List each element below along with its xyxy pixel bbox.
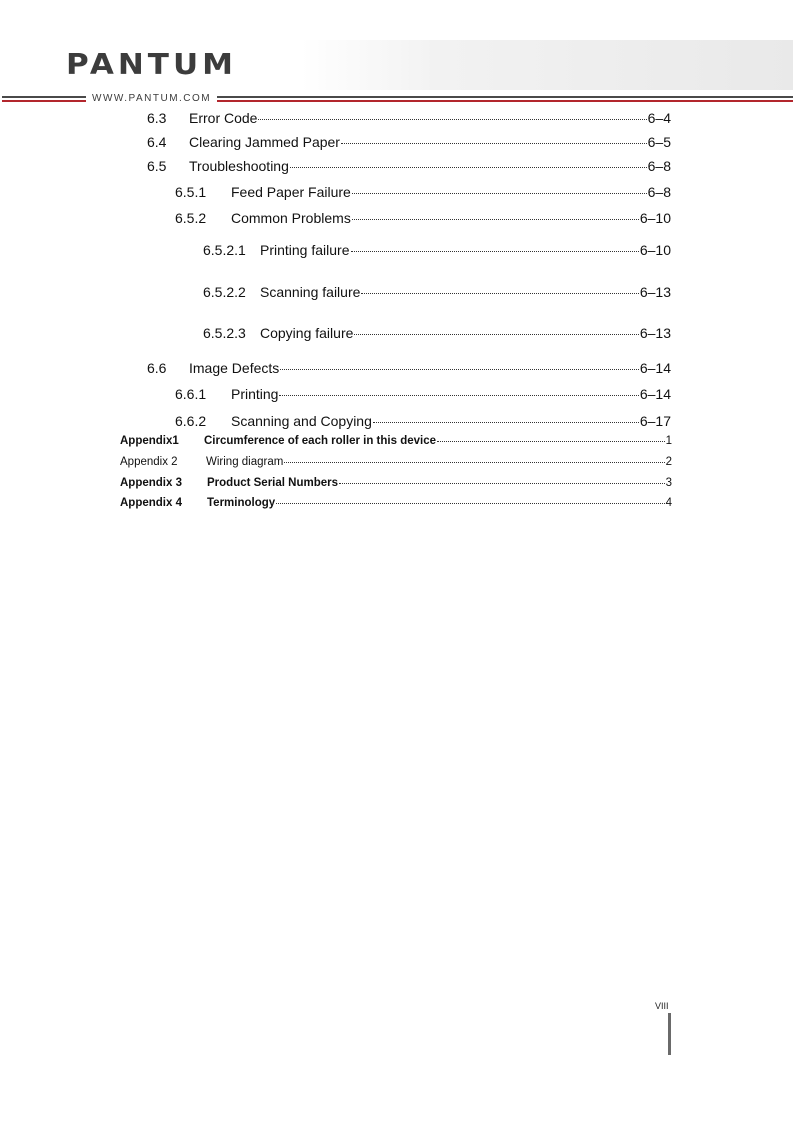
toc-entry-title: Troubleshooting bbox=[189, 158, 289, 174]
toc-entry-page: 6–13 bbox=[639, 284, 671, 300]
dot-leader bbox=[352, 205, 639, 220]
appendix-page: 4 bbox=[665, 497, 672, 509]
appendix-number: Appendix 4 bbox=[120, 497, 182, 509]
toc-entry-title: Feed Paper Failure bbox=[231, 184, 351, 200]
appendix-title: Product Serial Numbers bbox=[207, 477, 339, 489]
appendix-page: 2 bbox=[665, 456, 672, 468]
toc-entry[interactable] bbox=[175, 182, 671, 200]
toc-entry-number: 6.4 bbox=[147, 134, 167, 150]
toc-entry-number: 6.3 bbox=[147, 110, 167, 126]
dot-leader bbox=[280, 355, 639, 370]
appendix-entry[interactable] bbox=[120, 432, 672, 447]
toc-entry-number: 6.6 bbox=[147, 360, 167, 376]
toc-entry-title: Scanning failure bbox=[260, 284, 361, 300]
appendix-page: 1 bbox=[665, 435, 672, 447]
toc-entry-title: Printing bbox=[231, 386, 279, 402]
toc-entry[interactable] bbox=[147, 108, 671, 126]
toc-entry-page: 6–10 bbox=[639, 242, 671, 258]
toc-entry[interactable] bbox=[147, 156, 671, 174]
dot-leader bbox=[258, 105, 646, 120]
toc-entry-number: 6.5.2.1 bbox=[203, 242, 246, 258]
appendix-page: 3 bbox=[665, 477, 672, 489]
toc-entry-title: Printing failure bbox=[260, 242, 350, 258]
toc-entry-title: Scanning and Copying bbox=[231, 413, 372, 429]
toc-entry-page: 6–17 bbox=[639, 413, 671, 429]
appendix-number: Appendix1 bbox=[120, 435, 179, 447]
dot-leader bbox=[290, 153, 647, 168]
toc-entry-number: 6.5 bbox=[147, 158, 167, 174]
toc-entry[interactable] bbox=[175, 384, 671, 402]
toc-entry-number: 6.6.1 bbox=[175, 386, 207, 402]
dot-leader bbox=[352, 179, 647, 194]
toc-entry[interactable] bbox=[175, 411, 671, 429]
dot-leader bbox=[354, 320, 638, 335]
toc-entry-page: 6–8 bbox=[647, 158, 671, 174]
dot-leader bbox=[361, 279, 638, 294]
dot-leader bbox=[351, 237, 639, 252]
appendix-entry[interactable] bbox=[120, 494, 672, 509]
toc-entry[interactable] bbox=[175, 208, 671, 226]
appendix-number: Appendix 3 bbox=[120, 477, 182, 489]
appendix-number: Appendix 2 bbox=[120, 456, 178, 468]
page-number-bar bbox=[668, 1013, 671, 1055]
toc-entry-number: 6.5.1 bbox=[175, 184, 207, 200]
toc-entry-number: 6.5.2.3 bbox=[203, 325, 246, 341]
toc-entry-page: 6–8 bbox=[647, 184, 671, 200]
toc-entry-title: Clearing Jammed Paper bbox=[189, 134, 340, 150]
toc-entry-title: Error Code bbox=[189, 110, 258, 126]
toc-entry-number: 6.6.2 bbox=[175, 413, 207, 429]
toc-entry-number: 6.5.2.2 bbox=[203, 284, 246, 300]
toc-entry-title: Common Problems bbox=[231, 210, 351, 226]
dot-leader bbox=[341, 129, 647, 144]
toc-entry[interactable] bbox=[203, 323, 671, 341]
toc-entry-page: 6–13 bbox=[639, 325, 671, 341]
appendix-title: Terminology bbox=[207, 497, 276, 509]
toc-entry-number: 6.5.2 bbox=[175, 210, 207, 226]
page-number: VIII bbox=[655, 1001, 669, 1011]
toc-entry[interactable] bbox=[203, 240, 671, 258]
toc-entry-page: 6–5 bbox=[647, 134, 671, 150]
dot-leader bbox=[284, 451, 664, 463]
header-url: WWW.PANTUM.COM bbox=[86, 93, 217, 104]
dot-leader bbox=[437, 430, 665, 442]
dot-leader bbox=[373, 408, 639, 423]
toc-entry-page: 6–14 bbox=[639, 360, 671, 376]
toc-entry[interactable] bbox=[203, 282, 671, 300]
toc-entry-page: 6–4 bbox=[647, 110, 671, 126]
dot-leader bbox=[276, 492, 664, 504]
dot-leader bbox=[339, 472, 665, 484]
appendix-entry[interactable] bbox=[120, 453, 672, 468]
toc-entry-title: Copying failure bbox=[260, 325, 354, 341]
appendix-title: Wiring diagram bbox=[206, 456, 284, 468]
dot-leader bbox=[279, 381, 638, 396]
toc-entry[interactable] bbox=[147, 358, 671, 376]
toc-entry-page: 6–14 bbox=[639, 386, 671, 402]
pantum-logo: PANTUM bbox=[66, 48, 237, 82]
toc-entry-page: 6–10 bbox=[639, 210, 671, 226]
toc-entry-title: Image Defects bbox=[189, 360, 280, 376]
appendix-title: Circumference of each roller in this device bbox=[204, 435, 436, 447]
toc-entry[interactable] bbox=[147, 132, 671, 150]
appendix-entry[interactable] bbox=[120, 474, 672, 489]
